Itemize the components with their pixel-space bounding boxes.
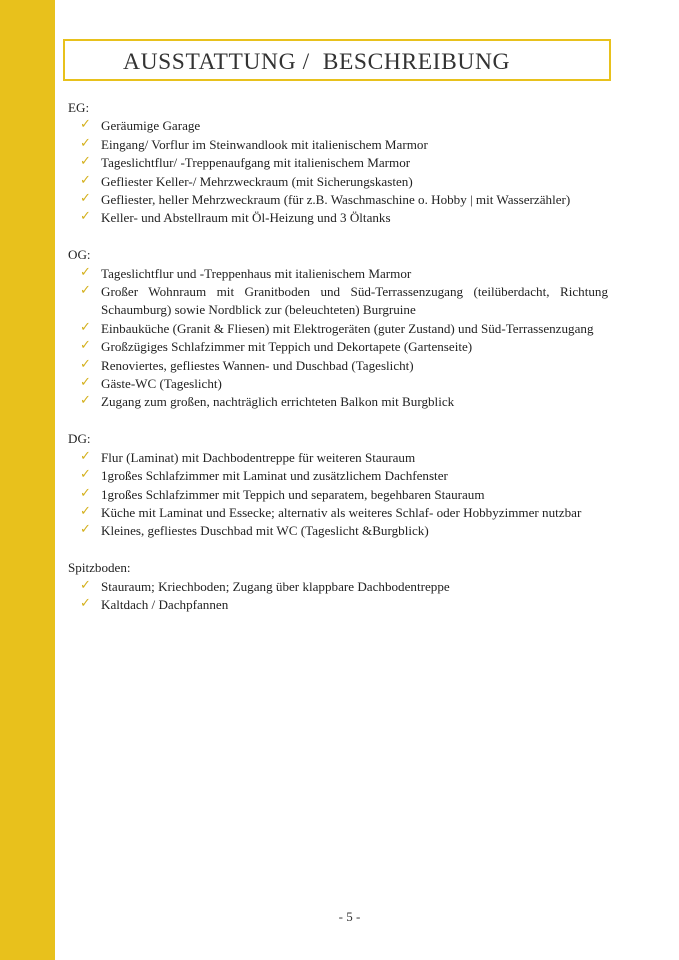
section-og — [68, 246, 608, 412]
checkmark-icon: ✓ — [80, 191, 91, 207]
list-item — [68, 209, 608, 227]
page-title: AUSSTATTUNG / BESCHREIBUNG — [123, 49, 511, 75]
section-eg — [68, 99, 608, 228]
list-item — [68, 504, 608, 522]
item-list — [68, 449, 608, 541]
item-list — [68, 265, 608, 412]
checkmark-icon: ✓ — [80, 172, 91, 188]
item-list — [68, 117, 608, 227]
list-item-text: Geräumige Garage — [101, 118, 201, 134]
list-item-text: Gefliester, heller Mehrzweckraum (für z.B. Waschmaschine o. Hobby | mit Wasserzähler) — [101, 192, 571, 208]
list-item — [68, 136, 608, 154]
list-item-text: Flur (Laminat) mit Dachbodentreppe für weiteren Stauraum — [101, 449, 416, 465]
list-item — [68, 393, 608, 411]
list-item — [68, 117, 608, 135]
list-item — [68, 467, 608, 485]
list-item-text: 1großes Schlafzimmer mit Teppich und separatem, begehbaren Stauraum — [101, 486, 485, 502]
list-item-text: Küche mit Laminat und Essecke; alternativ als weiteres Schlaf- oder Hobbyzimmer nutzbar — [101, 504, 582, 520]
list-item — [68, 283, 608, 320]
list-item — [68, 375, 608, 393]
section-dg — [68, 430, 608, 540]
list-item-text: Großer Wohnraum mit Granitboden und Süd-Terrassenzugang (teilüberdacht, Richtung Schaumburg) sowie Nordblick zur (beleuchteten) Burgruine — [101, 284, 608, 318]
list-item — [68, 320, 608, 338]
title-box — [63, 39, 611, 81]
list-item-text: Keller- und Abstellraum mit Öl-Heizung und 3 Öltanks — [101, 210, 391, 226]
list-item — [68, 449, 608, 467]
list-item — [68, 522, 608, 540]
checkmark-icon: ✓ — [80, 448, 91, 464]
list-item-text: Eingang/ Vorflur im Steinwandlook mit italienischem Marmor — [101, 136, 428, 152]
checkmark-icon: ✓ — [80, 393, 91, 409]
section-label: Spitzboden: — [68, 560, 131, 576]
list-item — [68, 338, 608, 356]
checkmark-icon: ✓ — [80, 522, 91, 538]
page-number: - 5 - — [338, 909, 361, 924]
checkmark-icon: ✓ — [80, 319, 91, 335]
checkmark-icon: ✓ — [80, 264, 91, 280]
list-item — [68, 265, 608, 283]
section-label: DG: — [68, 431, 91, 447]
item-list — [68, 578, 608, 615]
checkmark-icon: ✓ — [80, 375, 91, 391]
content-body — [68, 99, 608, 633]
checkmark-icon: ✓ — [80, 117, 91, 133]
section-label: OG: — [68, 247, 91, 263]
side-accent-bar — [0, 0, 55, 960]
checkmark-icon: ✓ — [80, 485, 91, 501]
list-item — [68, 154, 608, 172]
checkmark-icon: ✓ — [80, 467, 91, 483]
checkmark-icon: ✓ — [80, 595, 91, 611]
checkmark-icon: ✓ — [80, 283, 91, 299]
checkmark-icon: ✓ — [80, 209, 91, 225]
list-item — [68, 191, 608, 209]
list-item — [68, 596, 608, 614]
list-item-text: Gäste-WC (Tageslicht) — [101, 376, 222, 392]
list-item-text: Einbauküche (Granit & Fliesen) mit Elektrogeräten (guter Zustand) und Süd-Terrassenzugang — [101, 320, 594, 336]
list-item-text: Stauraum; Kriechboden; Zugang über klappbare Dachbodentreppe — [101, 578, 450, 594]
list-item-text: Großzügiges Schlafzimmer mit Teppich und Dekortapete (Gartenseite) — [101, 339, 473, 355]
section-label: EG: — [68, 100, 90, 115]
checkmark-icon: ✓ — [80, 154, 91, 170]
list-item-text: Renoviertes, gefliestes Wannen- und Duschbad (Tageslicht) — [101, 357, 414, 373]
list-item-text: Tageslichtflur und -Treppenhaus mit italienischem Marmor — [101, 265, 412, 281]
checkmark-icon: ✓ — [80, 135, 91, 151]
list-item-text: Zugang zum großen, nachträglich errichteten Balkon mit Burgblick — [101, 394, 455, 410]
checkmark-icon: ✓ — [80, 356, 91, 372]
checkmark-icon: ✓ — [80, 338, 91, 354]
list-item — [68, 486, 608, 504]
section-spitzboden — [68, 559, 608, 614]
list-item — [68, 357, 608, 375]
list-item-text: Tageslichtflur/ -Treppenaufgang mit italienischem Marmor — [101, 155, 411, 171]
list-item-text: Kleines, gefliestes Duschbad mit WC (Tageslicht &Burgblick) — [101, 523, 429, 539]
list-item-text: 1großes Schlafzimmer mit Laminat und zusätzlichem Dachfenster — [101, 468, 448, 484]
checkmark-icon: ✓ — [80, 577, 91, 593]
list-item-text: Gefliester Keller-/ Mehrzweckraum (mit Sicherungskasten) — [101, 173, 413, 189]
list-item — [68, 173, 608, 191]
list-item-text: Kaltdach / Dachpfannen — [101, 596, 229, 612]
checkmark-icon: ✓ — [80, 503, 91, 519]
list-item — [68, 578, 608, 596]
